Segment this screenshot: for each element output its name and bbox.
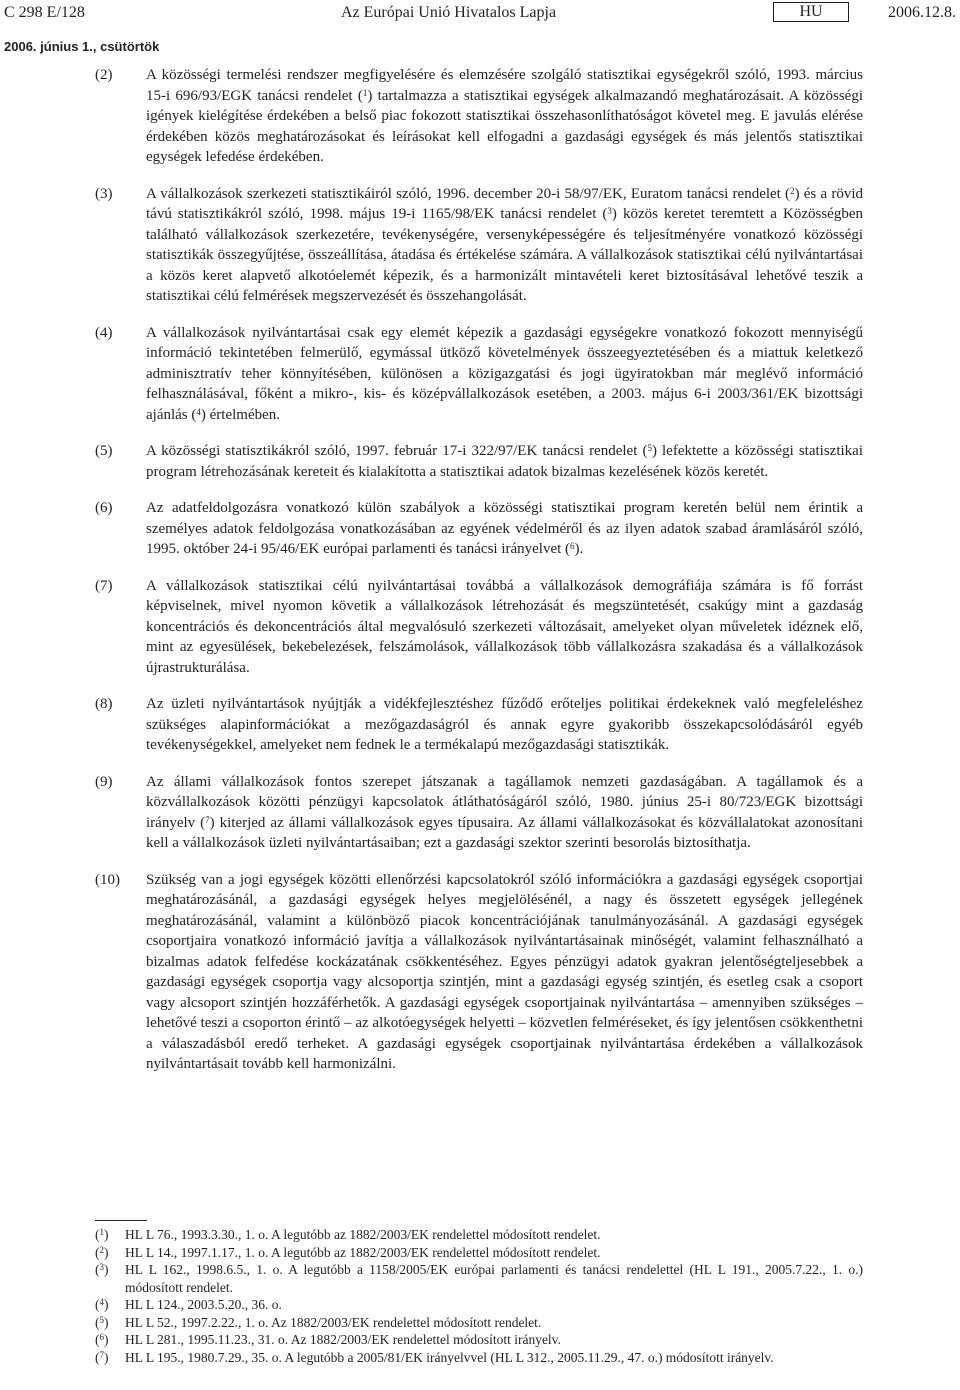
footnote-number: ($^5$) [95,1314,109,1330]
publication-date: 2006.12.8. [888,4,956,21]
footnote-number-value: 2 [99,1244,104,1255]
recital-number: (6) [95,500,113,516]
footnote-number: ($^6$) [95,1332,109,1347]
recital [95,694,863,756]
footnote-text: HL L 76., 1993.3.30., 1. o. A legutóbb az 1882/2003/EK rendelettel módosított rendelet. [125,1227,601,1242]
footnote [95,1261,863,1296]
recital-text-part: ) kiterjed az állami vállalkozások egyes típusaira. Az állami vállalkozásokat és közvállalatokat azonosítani kell a vállalkozások üzleti nyilvántartásaiban; ezt a gazdasági szektor szerinti besorolás biztosíthatja. [146,814,864,851]
footnote-number: ($^7$) [95,1349,109,1365]
recital [95,498,863,560]
footnote [95,1244,863,1262]
footnote-number: ($^2$) [95,1244,109,1260]
recital-number: (7) [95,577,113,594]
recital [95,576,863,679]
page-reference: C 298 E/128 [4,4,85,21]
footnote [95,1314,863,1332]
page-header [4,4,956,24]
footnote [95,1296,863,1314]
recital-number: (8) [95,696,113,712]
recital-text [146,441,863,482]
footnote-text: HL L 52., 1997.2.22., 1. o. Az 1882/2003/EK rendelettel módosított rendelet. [125,1314,542,1330]
footnote-ref: 2 [790,185,795,196]
footnote-number: ($^4$) [95,1297,109,1312]
recital-text-part: Az üzleti nyilvántartások nyújtják a vidékfejlesztéshez fűződő erőteljes politikai érdekeknek való megfeleléshez szükséges alapinformációkat a mezőgazdaságról és annak egyre gyakoribb összekapcsolódásáról egyéb tevékenységekkel, amelyeket nem fednek le a termékalapú mezőgazdasági statisztikák. [146,696,863,753]
recital-text-part: A vállalkozások szerkezeti statisztikáiról szóló, 1996. december 20-i 58/97/EK, Euratom tanácsi rendelet ( [146,185,791,202]
footnote-number-value: 3 [99,1262,104,1272]
footnote [95,1331,863,1349]
recital-text [146,184,863,307]
recital [95,184,863,307]
language-code: HU [773,2,849,22]
recital-number: (3) [95,185,113,202]
recital-text [146,498,863,560]
recital-text [146,694,863,756]
recital-text-part: Az állami vállalkozások fontos szerepet játszanak a tagállamok nemzeti gazdaságában. A tagállamok és a közvállalkozások közötti pénzügyi kapcsolatok átláthatóságáról szóló, 1980. június 25-i 80/723/EGK bizottsági irányelv ( [146,773,863,831]
recital-text-part: ) és a rövid távú statisztikákról szóló, 1998. május 19-i 1165/98/EK tanácsi rendelet ( [146,185,864,222]
footnote-text: HL L 162., 1998.6.5., 1. o. A legutóbb a 1158/2005/EK európai parlamenti és tanácsi rendelettel (HL L 191., 2005.7.22., 1. o.) módosított rendelet. [125,1262,863,1295]
session-date: 2006. június 1., csütörtök [4,39,160,54]
footnotes-list [95,1226,863,1366]
recital [95,870,863,1075]
recital-text-part: ). [574,541,584,557]
footnote-number: ($^1$) [95,1227,109,1242]
recital-text [146,323,863,426]
footnote-ref: 7 [205,814,210,825]
footnote-text: HL L 195., 1980.7.29., 35. o. A legutóbb a 2005/81/EK irányelvvel (HL L 312., 2005.11.29., 47. o.) módosított irányelv. [125,1349,774,1365]
footnote [95,1226,863,1244]
recital-text-part: ) lefektette a közösségi statisztikai program létrehozásának kereteit és kialakította a statisztikai adatok bizalmas kezelésének közös keretét. [146,443,863,480]
footnote-text: HL L 14., 1997.1.17., 1. o. A legutóbb az 1882/2003/EK rendelettel módosított rendelet. [125,1244,601,1260]
recital-text-part: ) tartalmazza a statisztikai egységek alkalmazandó meghatározásait. A közösségi igények kielégítése érdekében a belső piac fokozott statisztikai összehasonlíthatóságot követel meg. E javulás elérése érdekében közös meghatározásokat és leírásokat kell elfogadni a gazdasági egységek és más jelentős statisztikai egységek lefedése érdekében. [146,87,863,165]
footnote-number-value: 6 [99,1332,104,1342]
recital-text-part: ) értelmében. [200,406,281,423]
recital-text-part: ) közös keretet teremtett a Közösségben található vállalkozások szerkezetére, tevékenységére, versenyképességére és teljesítményére vonatkozó közösségi statisztikák összegyűjtése, összeállítása, átadása és értékelése számára. A vállalkozások statisztikai célú nyilvántartásai a közös keret alapvető alkotóelemét képezik, és a harmonizált mintavételi keret biztosításával lehetővé teszik a statisztikai célú felmérések megszervezését és összehangolását. [146,206,863,304]
footnote-number-value: 5 [99,1314,104,1325]
footnote [95,1349,863,1367]
footnote-number: ($^3$) [95,1262,109,1277]
footnote-number-value: 7 [99,1349,104,1360]
recital-number: (5) [95,443,113,459]
recital-text [146,870,863,1075]
footnote-ref: 6 [570,541,575,551]
footnote-text: HL L 124., 2003.5.20., 36. o. [125,1297,282,1312]
footnote-divider [95,1220,147,1221]
recital-number: (9) [95,773,113,790]
recital-text-part: A vállalkozások statisztikai célú nyilvántartásai továbbá a vállalkozások demográfiája számára is fő forrást képviselnek, mivel nyomon követik a vállalkozások létrehozását és megszüntetését, csakúgy mint a gazdaság koncentrációs és dekoncentrációs által megvalósuló szerkezeti változásait, amelyeket olyan műveletek idéznek elő, mint az egyesülések, bekebelezések, felszámolások, vállalkozások több vállalkozásra szakadása és a vállalkozások újrastrukturálása. [146,577,863,676]
recitals-list [95,65,863,1091]
footnote-ref: 4 [196,406,201,417]
recital-number: (4) [95,324,113,341]
recital-text-part: Az adatfeldolgozásra vonatkozó külön szabályok a közösségi statisztikai program keretén belül nem érintik a személyes adatok feldolgozása vonatkozásában az egyének védelméről és az ilyen adatok szabad áramlásáról szóló, 1995. október 24-i 95/46/EK európai parlamenti és tanácsi irányelvet ( [146,500,863,557]
footnote-ref: 5 [647,443,652,453]
recital-text-part: Szükség van a jogi egységek közötti ellenőrzési kapcsolatokról szóló információkra a gazdasági egységek csoportjai meghatározásánál, a gazdasági egységek helyes megjelölésénél, a nagy és összetett egységek jellegének meghatározásánál, valamint a különböző piacok koncentrációjának tanulmányozásánál. A gazdasági egységek csoportjaira vonatkozó információ javítja a vállalkozások nyilvántartásainak minőségét, valamint felhasználható a bizalmas adatok felfedése kockázatának csökkentéséhez. Egyes pénzügyi adatok gyakran jelentőségteljesebbek a gazdasági egységek csoportja vagy alcsoportja szintjén, mint a gazdasági egység szintjén, és esetleg csak a csoport vagy alcsoport szintjén hozzáférhetők. A gazdasági egységek csoportjainak nyilvántartása – amennyiben szükséges – lehetővé teszi a csoporton érintő – az alkotóegységek helyetti – közvetlen felméréseket, és így jelentősen csökkenthetni a válaszadásból eredő terheket. A gazdasági egységek csoportjainak nyilvántartása érdekében a vállalkozások nyilvántartásait tovább kell harmonizálni. [146,871,863,1072]
footnote-text: HL L 281., 1995.11.23., 31. o. Az 1882/2003/EK rendelettel módosított irányelv. [125,1332,561,1347]
recital-number: (10) [95,871,120,888]
recital-text [146,65,863,168]
recital [95,441,863,482]
journal-title: Az Európai Unió Hivatalos Lapja [341,4,557,21]
recital-text [146,576,863,679]
recital [95,772,863,854]
footnote-number-value: 1 [99,1227,104,1237]
footnote-ref: 3 [607,206,612,216]
footnote-ref: 1 [362,87,368,98]
recital-text [146,772,863,854]
recital-text-part: A közösségi termelési rendszer megfigyelésére és elemzésére szolgáló statisztikai egységekről szóló, 1993. március 15-i 696/93/EGK tanácsi rendelet ( [146,67,863,104]
recital [95,323,863,426]
recital-number: (2) [95,67,113,83]
recital [95,65,863,168]
recital-text-part: A közösségi statisztikákról szóló, 1997. február 17-i 322/97/EK tanácsi rendelet ( [146,443,648,459]
footnote-number-value: 4 [99,1297,104,1307]
recital-text-part: A vállalkozások nyilvántartásai csak egy elemét képezik a gazdasági egységekre vonatkozó fokozott mennyiségű információ tekintetében felmerülő, egymással ütköző követelmények összeegyeztetésében és a miattuk keletkező adminisztratív teher könnyítésében, különösen a közigazgatási és jogi ügyiratokban már meglévő információ felhasználásával, főként a mikro-, kis- és középvállalkozások esetében, a 2003. május 6-i 2003/361/EK bizottsági ajánlás ( [146,324,863,423]
